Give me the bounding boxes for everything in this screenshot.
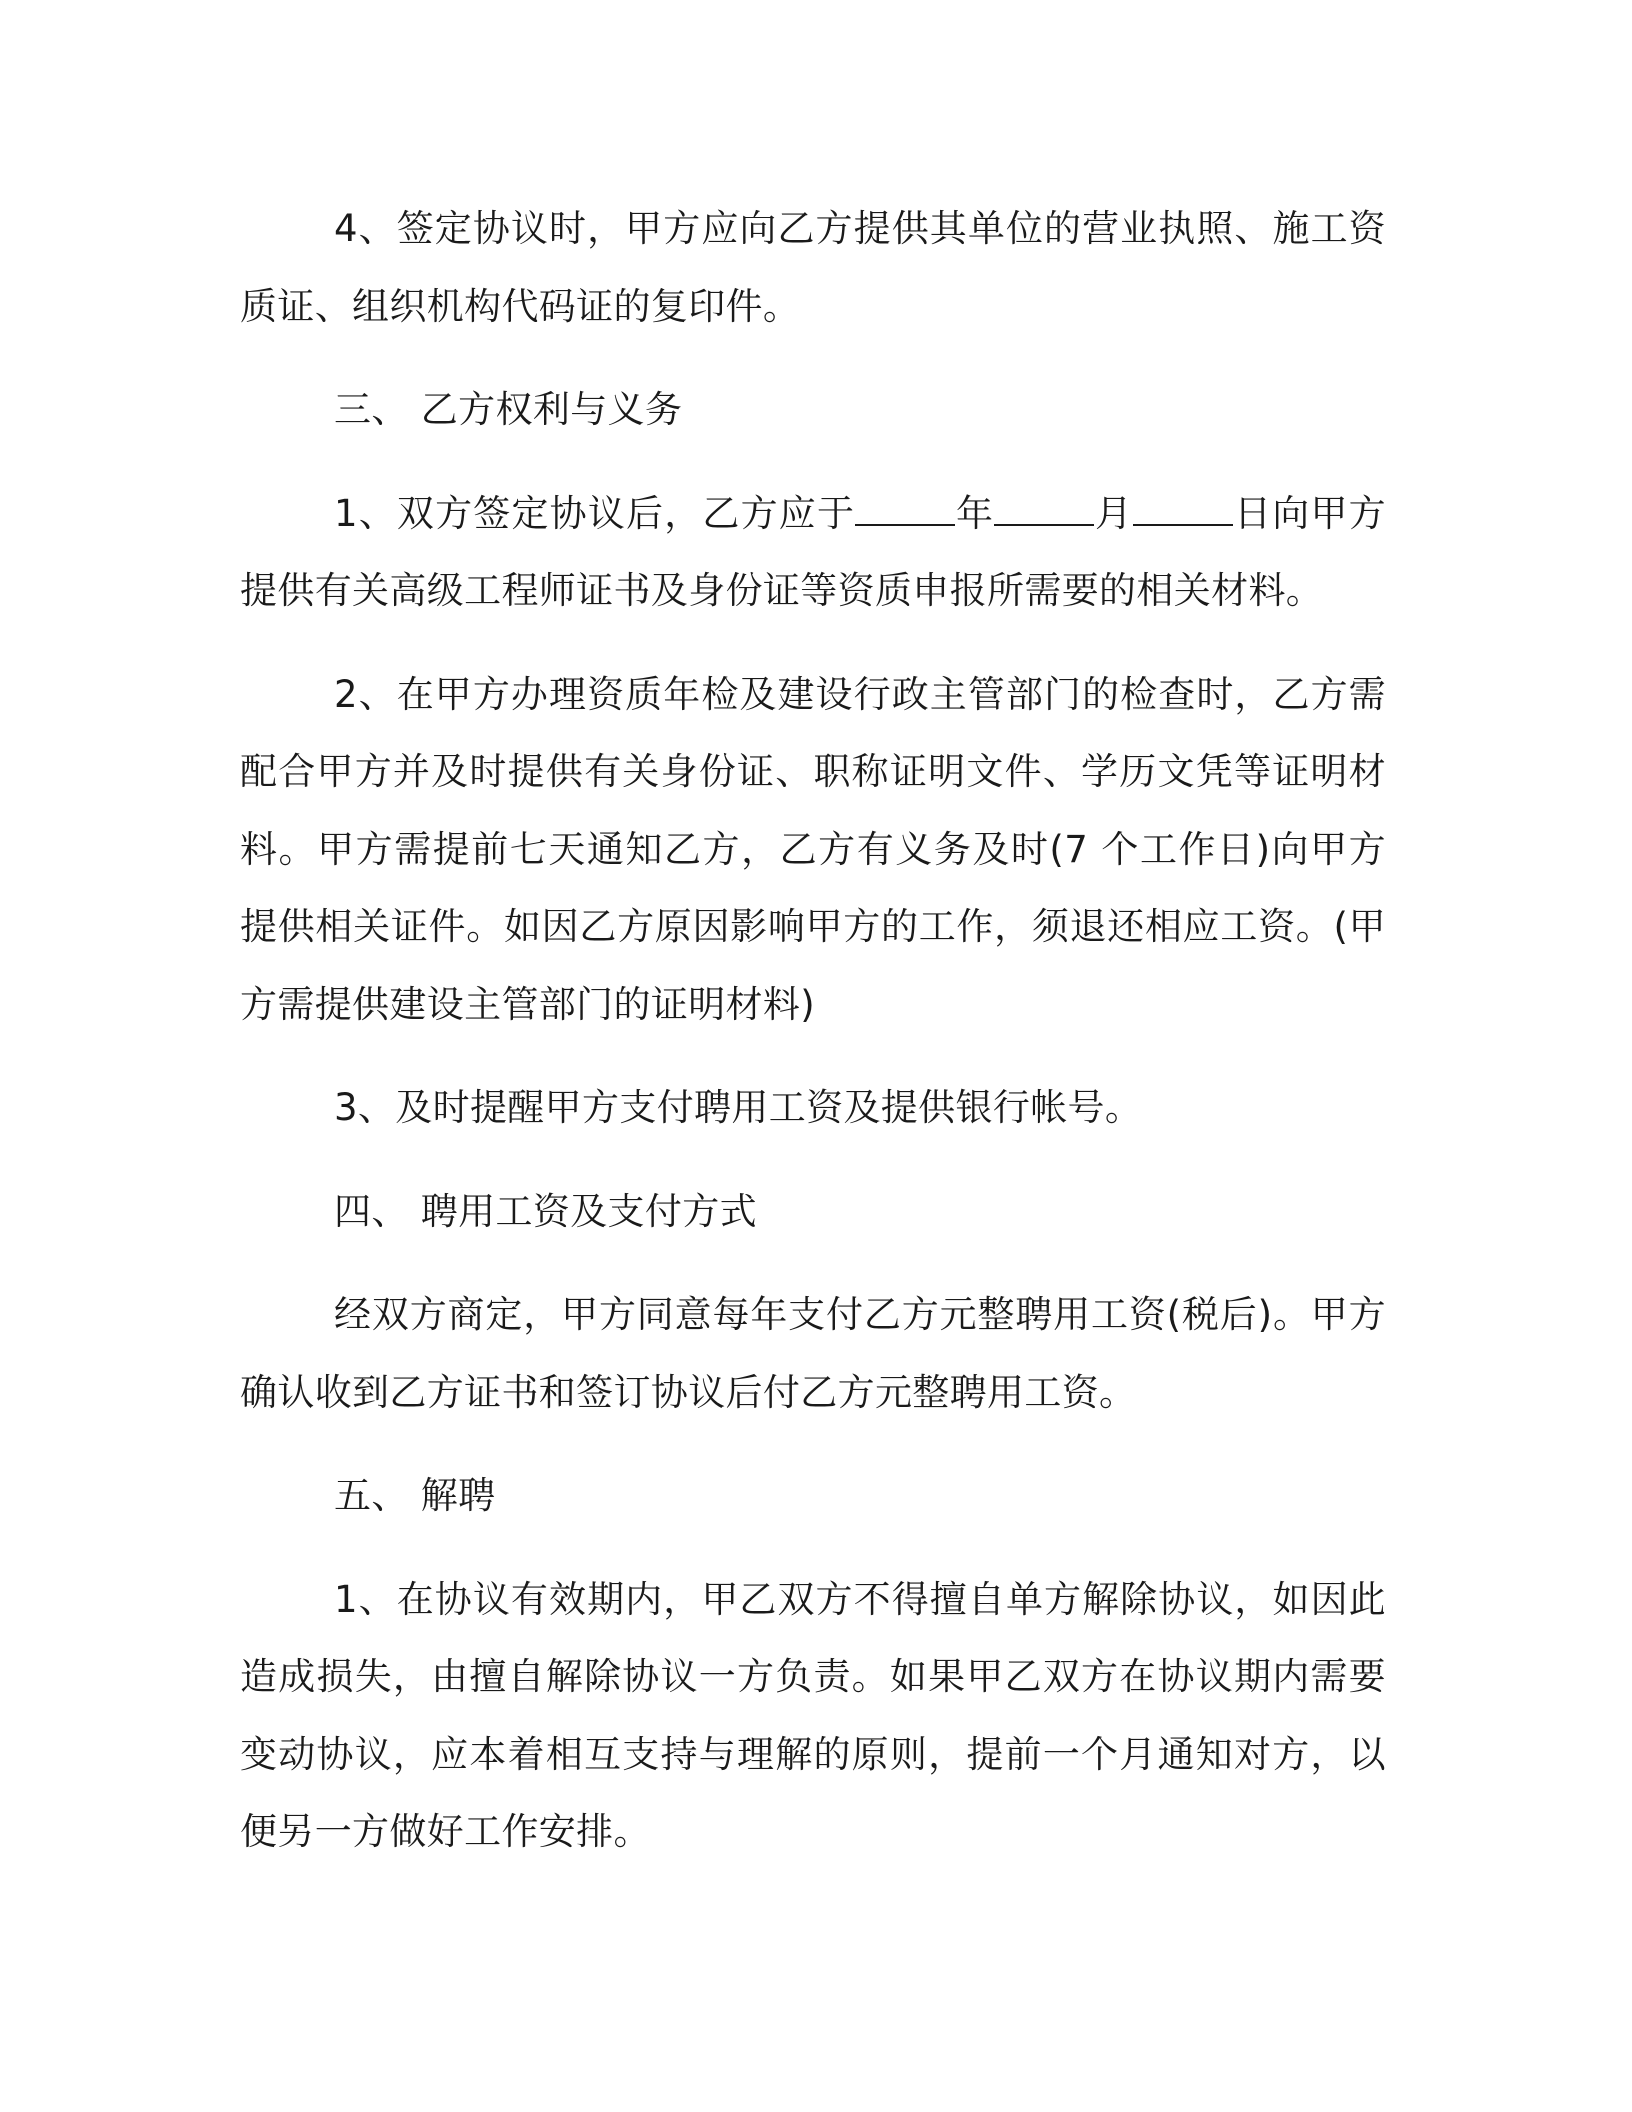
day-blank (1133, 490, 1233, 525)
section-4-body: 经双方商定，甲方同意每年支付乙方元整聘用工资(税后)。甲方确认收到乙方证书和签订协议后付乙方元整聘用工资。 (240, 1293, 1386, 1414)
section-3-item-2: 2、在甲方办理资质年检及建设行政主管部门的检查时，乙方需配合甲方并及时提供有关身份证、职称证明文件、学历文凭等证明材料。甲方需提前七天通知乙方，乙方有义务及时(7 个工作日)向甲方提供相关证件。如因乙方原因影响甲方的工作，须退还相应工资。(甲方需提供建设主管部门的证明材料) (240, 672, 1386, 1026)
section-4-heading: 四、 聘用工资及支付方式 (334, 1189, 757, 1233)
year-blank (855, 490, 955, 525)
section-5-item-1: 1、在协议有效期内，甲乙双方不得擅自单方解除协议，如因此造成损失，由擅自解除协议一方负责。如果甲乙双方在协议期内需要变动协议，应本着相互支持与理解的原则，提前一个月通知对方，以便另一方做好工作安排。 (240, 1577, 1386, 1853)
section-3-item-1 (240, 475, 1386, 630)
month-blank (994, 490, 1094, 525)
year-label: 年 (955, 491, 995, 535)
month-label: 月 (1094, 491, 1134, 535)
section-3-item-3: 3、及时提醒甲方支付聘用工资及提供银行帐号。 (334, 1086, 1143, 1129)
section-3-heading: 三、 乙方权利与义务 (334, 388, 683, 431)
document-body (240, 190, 1386, 1897)
section-3-item-1-tail: 日向甲方提供有关高级工程师证书及身份证等资质申报所需要的相关材料。 (240, 491, 1386, 612)
clause-2-item-4: 4、签定协议时，甲方应向乙方提供其单位的营业执照、施工资质证、组织机构代码证的复印件。 (240, 207, 1386, 328)
section-3-item-1-lead: 1、双方签定协议后，乙方应于 (334, 491, 856, 535)
section-5-heading: 五、 解聘 (334, 1474, 496, 1517)
